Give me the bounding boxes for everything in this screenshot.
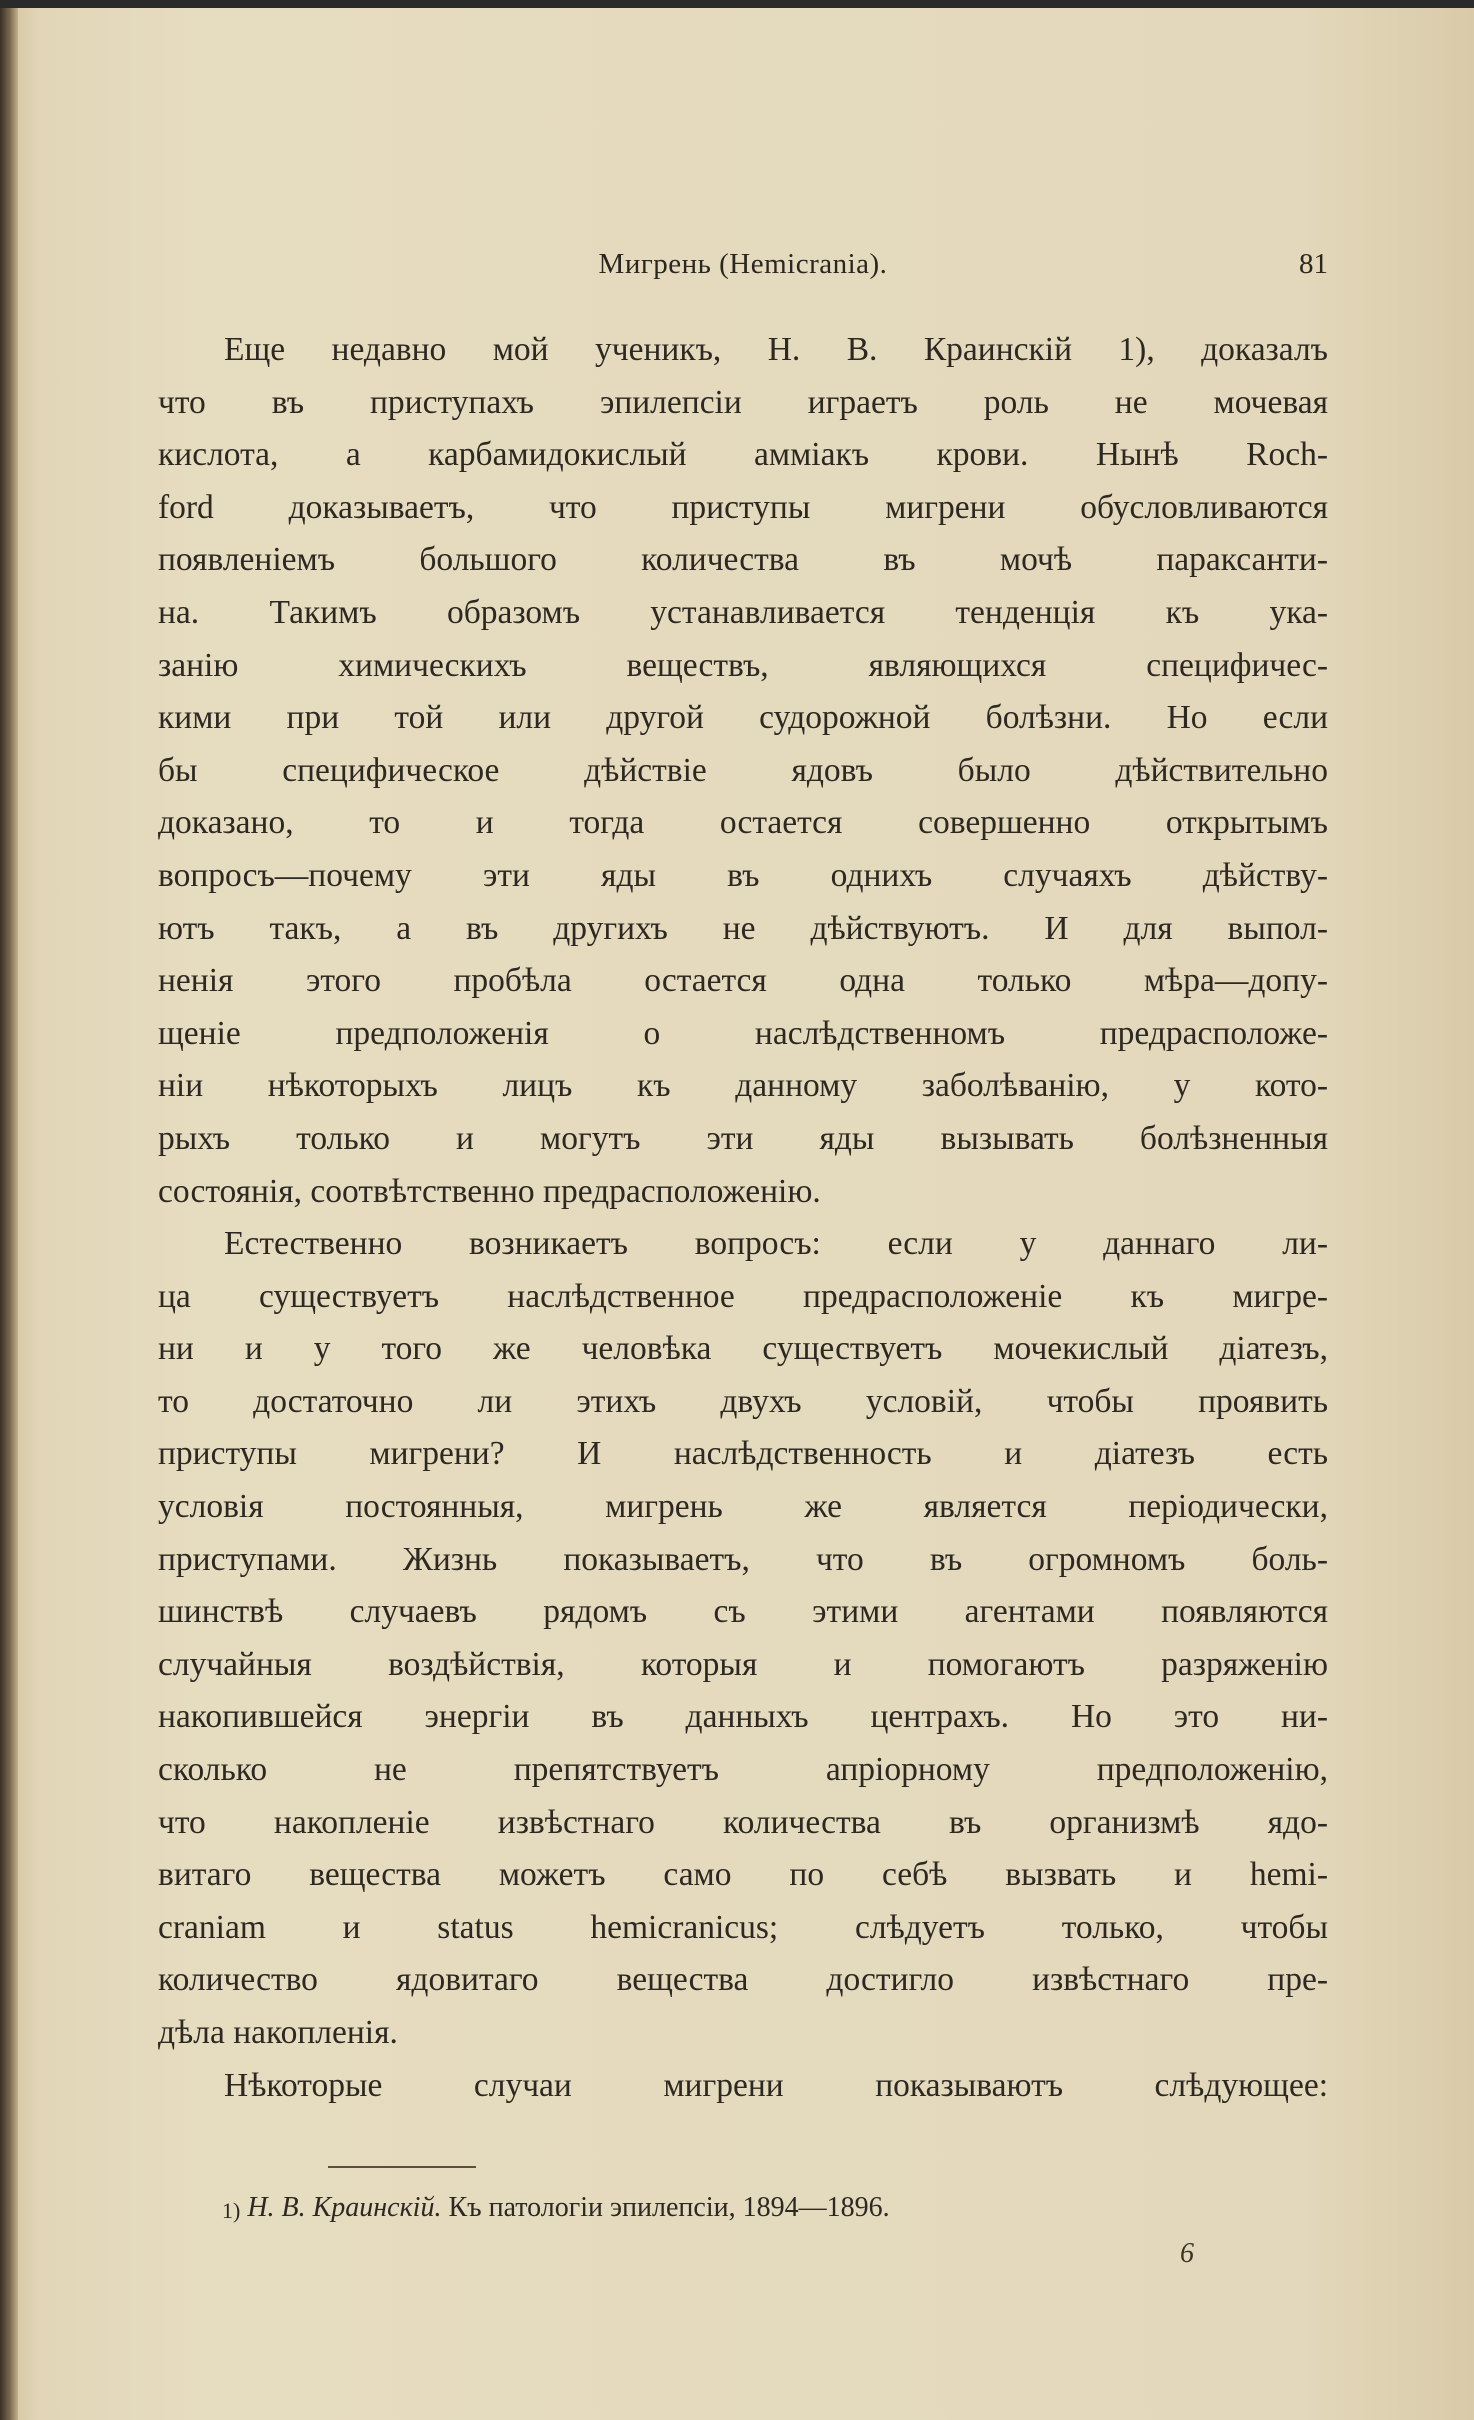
book-binding-edge	[0, 0, 18, 2420]
text-line: случайныя воздѣйствія, которыя и помогаютъ разряженію	[158, 1645, 1328, 1683]
text-line: условія постоянныя, мигрень же является періодически,	[158, 1488, 1328, 1526]
text-line: бы специфическое дѣйствіе ядовъ было дѣйствительно	[158, 751, 1328, 789]
text-line: Нѣкоторые случаи мигрени показываютъ слѣдующее:	[224, 2066, 1328, 2104]
text-line: кислота, а карбамидокислый амміакъ крови. Нынѣ Roch-	[158, 436, 1328, 474]
text-line: дѣла накопленія.	[158, 2014, 398, 2051]
text-line: что въ приступахъ эпилепсіи играетъ роль не мочевая	[158, 383, 1328, 421]
text-line: доказано, то и тогда остается совершенно открытымъ	[158, 804, 1328, 842]
text-line: щеніе предположенія о наслѣдственномъ предрасположе-	[158, 1014, 1328, 1052]
text-line: ни и у того же человѣка существуетъ мочекислый діатезъ,	[158, 1330, 1328, 1368]
scan-top-edge	[0, 0, 1474, 8]
text-line: занію химическихъ веществъ, являющихся специфичес-	[158, 646, 1328, 684]
text-line: Естественно возникаетъ вопросъ: если у даннаго ли-	[224, 1225, 1328, 1263]
text-line: накопившейся энергіи въ данныхъ центрахъ. Но это ни-	[158, 1698, 1328, 1736]
signature-mark: 6	[1180, 2238, 1194, 2269]
text-line: приступами. Жизнь показываетъ, что въ огромномъ боль-	[158, 1540, 1328, 1578]
footnote-text: Къ патологіи эпилепсіи, 1894—1896.	[448, 2192, 890, 2223]
text-line: что накопленіе извѣстнаго количества въ организмѣ ядо-	[158, 1803, 1328, 1841]
text-line: ніи нѣкоторыхъ лицъ къ данному заболѣванію, у кото-	[158, 1067, 1328, 1105]
text-line: шинствѣ случаевъ рядомъ съ этими агентами появляются	[158, 1593, 1328, 1631]
text-line: Еще недавно мой ученикъ, Н. В. Краинскій 1), доказалъ	[224, 331, 1328, 368]
running-title: Мигрень (Hemicrania).	[598, 248, 888, 280]
page-number: 81	[1299, 248, 1328, 280]
text-line: состоянія, соотвѣтственно предрасположенію.	[158, 1172, 821, 1210]
footnote	[222, 2192, 1222, 2224]
text-line: количество ядовитаго вещества достигло извѣстнаго пре-	[158, 1961, 1328, 1999]
text-line: ца существуетъ наслѣдственное предрасположеніе къ мигре-	[158, 1277, 1328, 1315]
text-line: сколько не препятствуетъ апріорному предположенію,	[158, 1751, 1328, 1789]
text-line: рыхъ только и могутъ эти яды вызывать болѣзненныя	[158, 1119, 1328, 1157]
footnote-author: Н. В. Краинскій.	[247, 2192, 442, 2223]
footnote-mark: 1)	[222, 2198, 241, 2223]
text-line: на. Такимъ образомъ устанавливается тенденція къ ука-	[158, 593, 1328, 631]
page-header	[158, 248, 1328, 288]
text-line: витаго вещества можетъ само по себѣ вызвать и hemi-	[158, 1856, 1328, 1894]
body-text	[158, 324, 1328, 2112]
text-line: приступы мигрени? И наслѣдственность и діатезъ есть	[158, 1435, 1328, 1473]
text-line: ютъ такъ, а въ другихъ не дѣйствуютъ. И для выпол-	[158, 909, 1328, 947]
footnote-divider	[328, 2166, 476, 2168]
text-line: то достаточно ли этихъ двухъ условій, чтобы проявить	[158, 1382, 1328, 1420]
text-line: появленіемъ большого количества въ мочѣ параксанти-	[158, 541, 1328, 579]
text-line: кими при той или другой судорожной болѣзни. Но если	[158, 699, 1328, 737]
text-line: craniam и status hemicranicus; слѣдуетъ только, чтобы	[158, 1908, 1328, 1946]
text-line: ненія этого пробѣла остается одна только мѣра—допу-	[158, 962, 1328, 1000]
text-line: ford доказываетъ, что приступы мигрени обусловливаются	[158, 488, 1328, 526]
text-line: вопросъ—почему эти яды въ однихъ случаяхъ дѣйству-	[158, 856, 1328, 894]
